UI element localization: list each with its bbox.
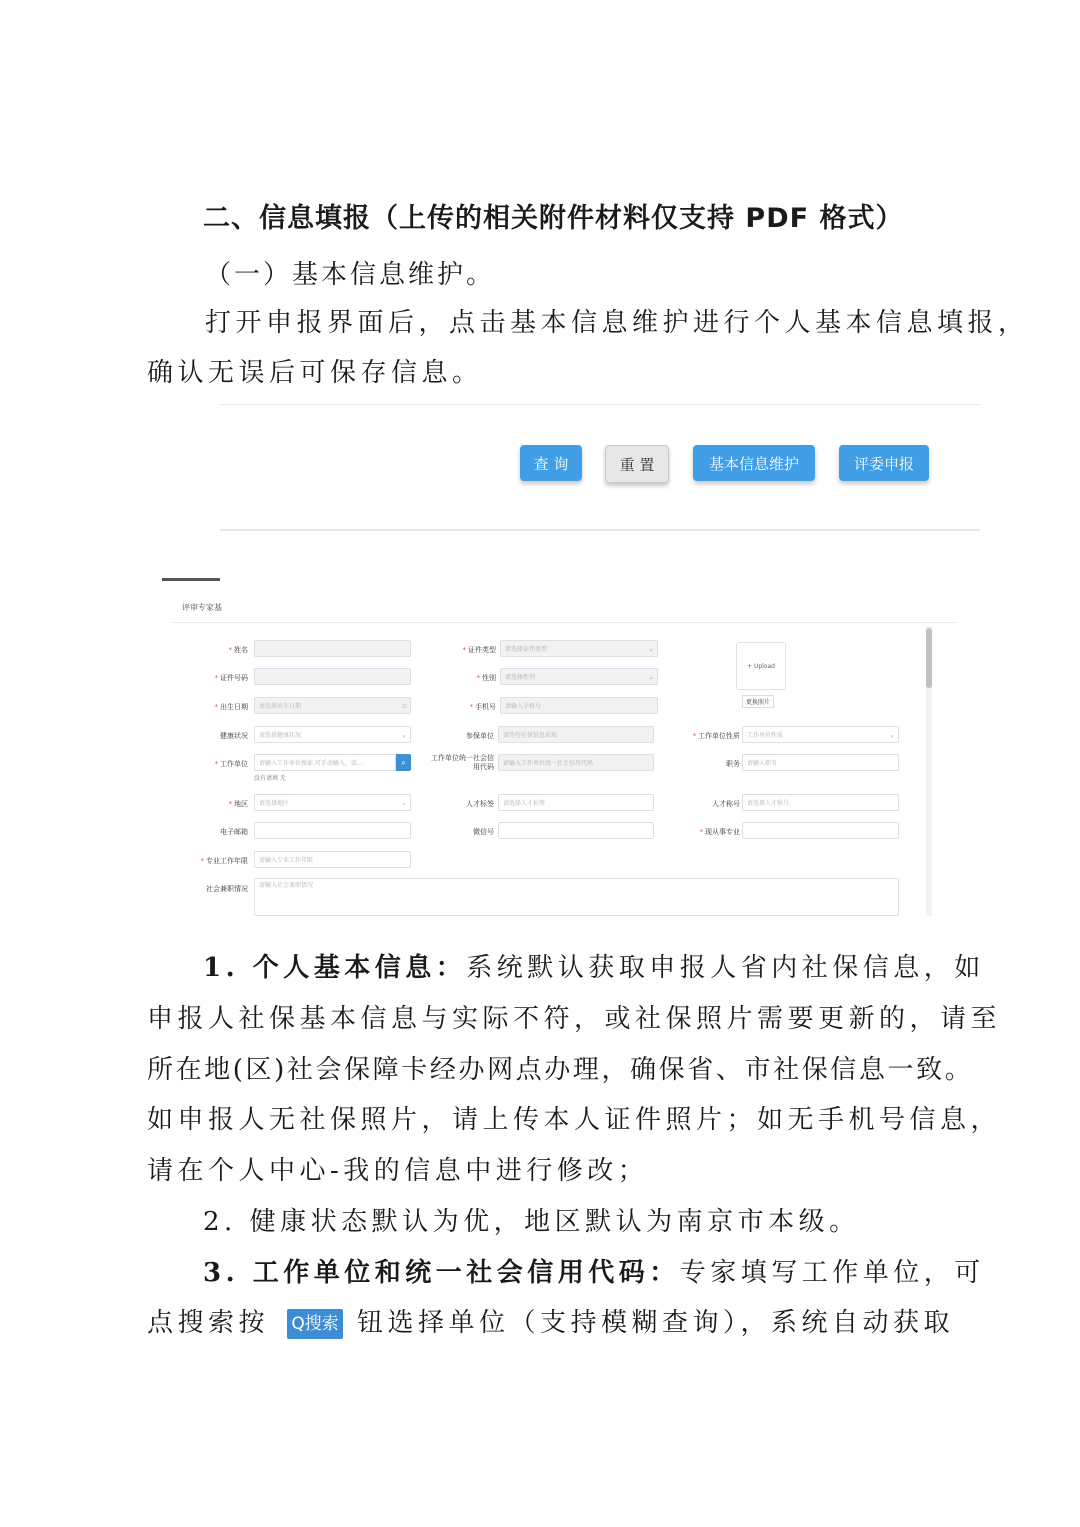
ss-unit-field[interactable]: 请等待社保信息获取 xyxy=(498,726,654,743)
talent-title-label: 人才称号 xyxy=(712,800,740,808)
chevron-down-icon: ⌄ xyxy=(648,645,654,653)
form-screenshot xyxy=(172,598,958,918)
name-field[interactable] xyxy=(254,640,411,657)
item-1-line-3: 所在地(区)社会保障卡经办网点办理，确保省、市社保信息一致。 xyxy=(147,1055,974,1085)
health-select[interactable]: 请选择健康状况 ⌄ xyxy=(254,726,411,743)
talent-tag-label: 人才标签 xyxy=(466,800,494,808)
cert-no-label: * 证件号码 xyxy=(214,674,248,682)
no-fill-note: 没有请填 无 xyxy=(254,775,286,782)
credit-code-label: 工作单位统一社会信用代码 xyxy=(431,754,494,771)
position-label: 职务 xyxy=(726,760,740,768)
item-2-line-1: 2. 健康状态默认为优，地区默认为南京市本级。 xyxy=(203,1207,860,1237)
item-3-line-1: 3. 工作单位和统一社会信用代码：专家填写工作单位，可 xyxy=(203,1258,985,1288)
wechat-label: 微信号 xyxy=(473,828,494,836)
talent-title-field[interactable]: 请选择人才称号 xyxy=(742,794,899,811)
work-years-field[interactable]: 请输入专业工作年限 xyxy=(254,851,411,868)
chevron-down-icon: ⌄ xyxy=(401,799,407,807)
unit-nature-label: * 工作单位性质 xyxy=(692,732,740,740)
toolbar-screenshot xyxy=(220,404,980,531)
region-select[interactable]: 请选择地区 ⌄ xyxy=(254,794,411,811)
name-label: * 姓名 xyxy=(228,646,248,654)
cert-type-select[interactable]: 请选择证件类型 ⌄ xyxy=(500,640,658,657)
intro-line-1: 打开申报界面后，点击基本信息维护进行个人基本信息填报， xyxy=(205,308,1029,338)
intro-line-2: 确认无误后可保存信息。 xyxy=(147,358,483,388)
work-unit-label: * 工作单位 xyxy=(214,760,248,768)
birth-date-field[interactable]: 请选择出生日期 ▫ xyxy=(254,697,411,714)
email-label: 电子邮箱 xyxy=(220,828,248,836)
profession-field[interactable] xyxy=(742,822,899,839)
query-button[interactable]: 查 询 xyxy=(520,445,582,481)
review-apply-button[interactable]: 评委申报 xyxy=(839,445,929,481)
gender-select[interactable]: 请选择性别 ⌄ xyxy=(500,668,658,685)
region-label: * 地区 xyxy=(228,800,248,808)
health-label: 健康状况 xyxy=(220,732,248,740)
wechat-field[interactable] xyxy=(498,822,654,839)
work-unit-field[interactable]: 请输入工作单位搜索,可手动输入，如... xyxy=(254,754,396,771)
scrollbar-thumb[interactable] xyxy=(926,628,932,688)
email-field[interactable] xyxy=(254,822,411,839)
search-icon[interactable]: ⌕ xyxy=(396,754,411,771)
social-roles-label: 社会兼职情况 xyxy=(206,885,248,893)
unit-nature-select[interactable]: 工作单位性质 ⌄ xyxy=(742,726,899,743)
section-heading: 二、信息填报（上传的相关附件材料仅支持 PDF 格式） xyxy=(203,203,904,234)
calendar-icon: ▫ xyxy=(402,702,407,710)
basic-info-button[interactable]: 基本信息维护 xyxy=(693,445,815,481)
talent-tag-field[interactable]: 请选择人才标签 xyxy=(498,794,654,811)
item-1-line-4: 如申报人无社保照片，请上传本人证件照片；如无手机号信息， xyxy=(147,1105,1002,1135)
tab-indicator xyxy=(162,578,220,581)
gender-label: * 性别 xyxy=(476,674,496,682)
work-years-label: * 专业工作年限 xyxy=(200,857,248,865)
search-button-image: Q搜索 xyxy=(287,1309,343,1339)
item-3-line-2: 点搜索按 Q搜索 钮选择单位（支持模糊查询），系统自动获取 xyxy=(147,1308,955,1338)
change-photo-button[interactable]: 更换照片 xyxy=(742,695,774,708)
photo-upload[interactable]: + Upload xyxy=(736,642,786,690)
credit-code-field[interactable]: 请输入工作单位统一社会信用代码 xyxy=(498,754,654,771)
social-roles-textarea[interactable]: 请输入社会兼职情况 xyxy=(254,878,899,916)
ss-unit-label: 参保单位 xyxy=(466,732,494,740)
chevron-down-icon: ⌄ xyxy=(401,731,407,739)
cert-no-field[interactable] xyxy=(254,668,411,685)
form-title: 评审专家基 xyxy=(182,603,222,612)
item-1-line-5: 请在个人中心-我的信息中进行修改； xyxy=(147,1156,649,1186)
item-1-line-2: 申报人社保基本信息与实际不符，或社保照片需要更新的，请至 xyxy=(147,1004,1002,1034)
phone-label: * 手机号 xyxy=(469,703,496,711)
phone-field[interactable]: 请输入手机号 xyxy=(500,697,658,714)
divider xyxy=(172,622,958,623)
position-field[interactable]: 请输入职务 xyxy=(742,754,899,771)
chevron-down-icon: ⌄ xyxy=(889,731,895,739)
subsection-heading: （一）基本信息维护。 xyxy=(205,260,496,290)
chevron-down-icon: ⌄ xyxy=(648,673,654,681)
cert-type-label: * 证件类型 xyxy=(462,646,496,654)
item-1-line-1: 1. 个人基本信息：系统默认获取申报人省内社保信息，如 xyxy=(203,953,985,983)
profession-label: * 现从事专业 xyxy=(699,828,740,836)
birth-label: * 出生日期 xyxy=(214,703,248,711)
reset-button[interactable]: 重 置 xyxy=(605,445,669,483)
